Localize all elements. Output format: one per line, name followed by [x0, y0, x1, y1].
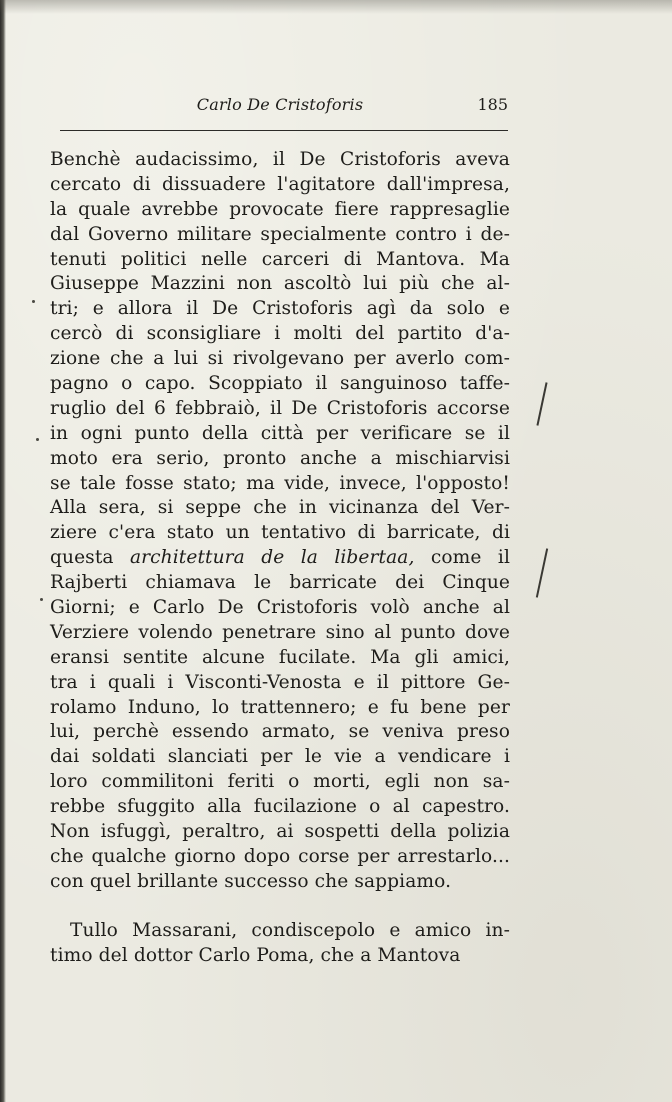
text-line: la quale avrebbe provocate fiere rappresaglie: [50, 198, 510, 220]
body-text: [50, 148, 510, 969]
paper-speck: [36, 438, 39, 441]
running-title: Carlo De Cristoforis: [196, 95, 364, 114]
text-line: che qualche giorno dopo corse per arrestarlo...: [50, 845, 510, 867]
text-line: rolamo Induno, lo trattennero; e fu bene per: [50, 696, 510, 718]
text-line: cercò di sconsigliare i molti del partito d'a-: [50, 323, 510, 345]
text-line: ziere c'era stato un tentativo di barricate, di: [50, 522, 510, 544]
text-line: dal Governo militare specialmente contro i de-: [50, 223, 510, 245]
text-line: lui, perchè essendo armato, se veniva preso: [50, 721, 510, 743]
text-line: Giorni; e Carlo De Cristoforis volò anche al: [50, 597, 510, 619]
text-line: eransi sentite alcune fucilate. Ma gli amici,: [50, 646, 510, 668]
text-line: con quel brillante successo che sappiamo.: [50, 870, 452, 892]
header-rule: [60, 130, 508, 131]
paragraph-gap: [50, 895, 510, 919]
text-line: zione che a lui si rivolgevano per averlo com-: [50, 348, 510, 370]
text-line: tra i quali i Visconti-Venosta e il pittore Ge-: [50, 671, 510, 693]
text-line: tri; e allora il De Cristoforis agì da solo e: [50, 298, 510, 320]
text-line: loro commilitoni feriti o morti, egli non sa-: [50, 771, 510, 793]
paragraph-2: [50, 919, 510, 969]
text-line: moto era serio, pronto anche a mischiarvisi: [50, 447, 510, 469]
page-top-shadow: [0, 0, 672, 14]
text-line: Alla sera, si seppe che in vicinanza del Ver-: [50, 497, 510, 519]
text-line: Verziere volendo penetrare sino al punto dove: [50, 621, 510, 643]
text-line: tenuti politici nelle carceri di Mantova. Ma: [50, 248, 510, 270]
text-line: Non isfuggì, peraltro, ai sospetti della polizia: [50, 821, 510, 843]
page-number: 185: [477, 95, 508, 114]
page-header: [50, 93, 510, 117]
text-line: Giuseppe Mazzini non ascoltò lui più che al-: [50, 273, 510, 295]
text-line: dai soldati slanciati per le vie a vendicare i: [50, 746, 510, 768]
text-line: Benchè audacissimo, il De Cristoforis aveva: [50, 149, 510, 170]
italic-phrase: architettura de la libertaa,: [129, 547, 415, 569]
paper-speck: [32, 300, 35, 303]
text-line: timo del dottor Carlo Poma, che a Mantova: [50, 944, 461, 966]
text-line: cercato di dissuadere l'agitatore dall'impresa,: [50, 173, 510, 195]
text-line: questa architettura de la libertaa, come il: [50, 547, 510, 569]
text-line: Tullo Massarani, condiscepolo e amico in-: [70, 919, 510, 941]
text-line: ruglio del 6 febbraiò, il De Cristoforis accorse: [50, 397, 510, 419]
text-line: se tale fosse stato; ma vide, invece, l'opposto!: [50, 472, 510, 494]
page-binding-edge: [0, 0, 6, 1102]
text-line: rebbe sfuggito alla fucilazione o al capestro.: [50, 796, 510, 818]
text-line: pagno o capo. Scoppiato il sanguinoso taffe-: [50, 373, 510, 395]
margin-pencil-mark: [536, 382, 547, 425]
paper-speck: [40, 598, 43, 601]
paragraph-1: [50, 148, 510, 895]
text-line: Rajberti chiamava le barricate dei Cinque: [50, 572, 510, 594]
text-line: in ogni punto della città per verificare se il: [50, 422, 510, 444]
margin-pencil-mark: [536, 548, 548, 597]
